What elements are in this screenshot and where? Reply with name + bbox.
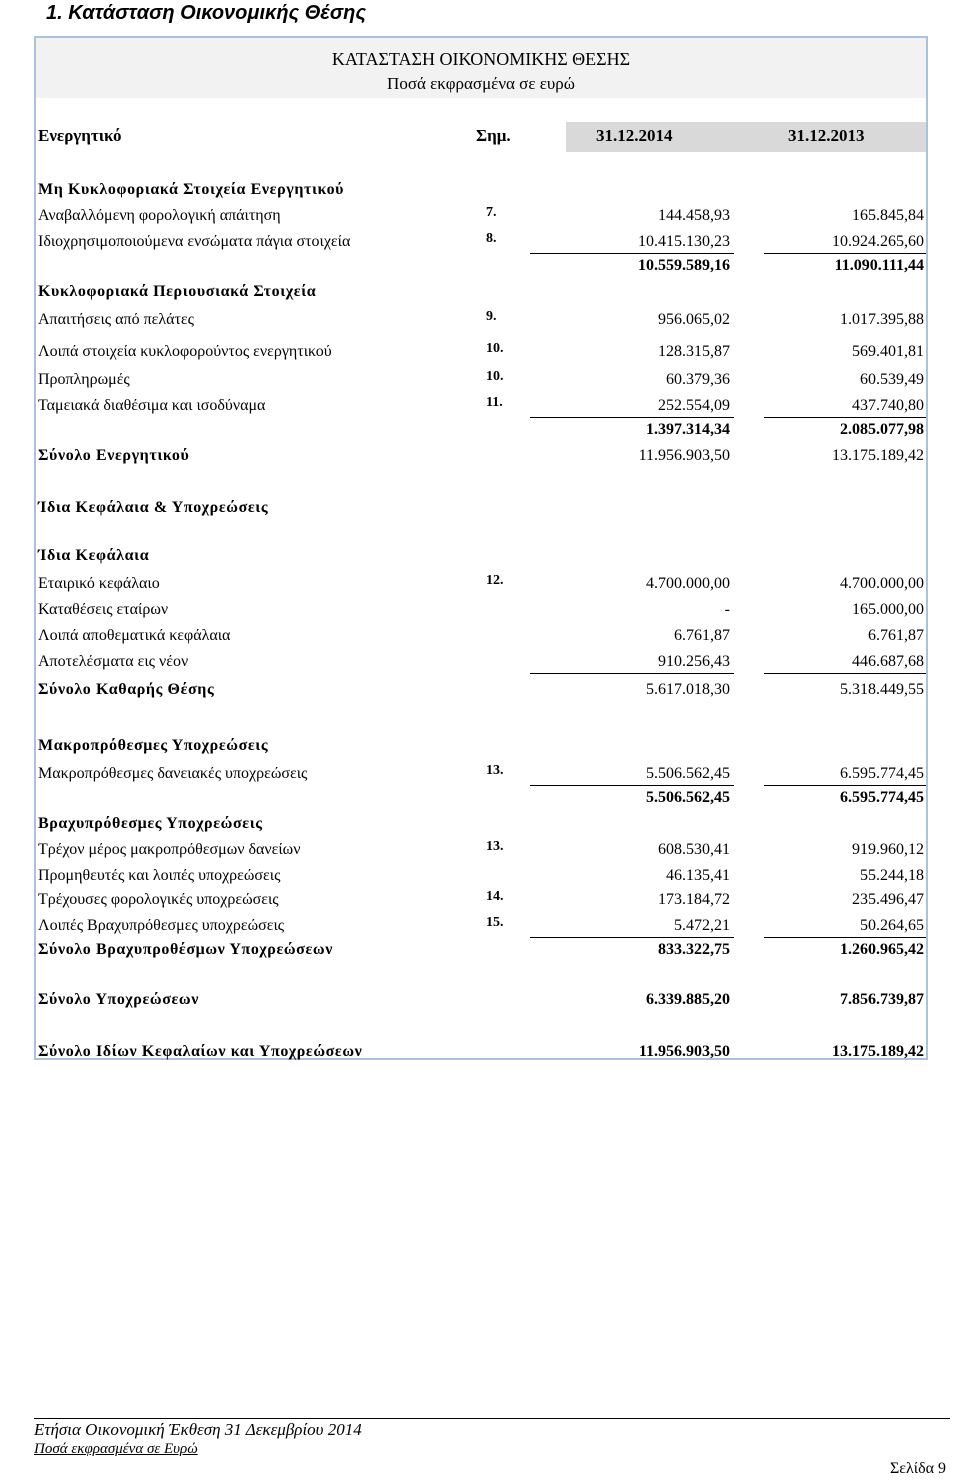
row-note: 13. [486, 839, 504, 854]
section-title: 1. Κατάσταση Οικονομικής Θέσης [46, 2, 367, 24]
row-label: Προμηθευτές και λοιπές υποχρεώσεις [38, 867, 281, 884]
row-note: 15. [486, 915, 504, 930]
row-value-2014: 60.379,36 [666, 371, 730, 388]
row-value-2014: 11.956.903,50 [638, 1043, 730, 1060]
row-value-2014: 6.761,87 [674, 627, 730, 644]
row-value-2013: 5.318.449,55 [840, 681, 924, 698]
subtotal-underline [764, 253, 926, 254]
row-value-2014: 5.472,21 [674, 917, 730, 934]
row-note: 13. [486, 763, 504, 778]
row-note: 10. [486, 369, 504, 384]
row-label: Λοιπά αποθεματικά κεφάλαια [38, 627, 231, 644]
row-value-2014: 144.458,93 [658, 207, 730, 224]
row-label: Μη Κυκλοφοριακά Στοιχεία Ενεργητικού [38, 181, 345, 198]
footer-report-title: Ετήσια Οικονομική Έκθεση 31 Δεκεμβρίου 2014 [34, 1420, 362, 1439]
row-value-2014: 11.956.903,50 [638, 447, 730, 464]
row-value-2014: 10.559.589,16 [638, 257, 730, 274]
row-value-2014: 4.700.000,00 [646, 575, 730, 592]
statement-frame [34, 36, 928, 1060]
row-value-2014: 608.530,41 [658, 841, 730, 858]
row-label: Ταμειακά διαθέσιμα και ισοδύναμα [38, 397, 266, 414]
row-label: Σύνολο Ιδίων Κεφαλαίων και Υποχρεώσεων [38, 1043, 363, 1060]
row-value-2013: 437.740,80 [852, 397, 924, 414]
subtotal-underline [764, 785, 926, 786]
column-note: Σημ. [476, 126, 511, 145]
row-value-2013: 50.264,65 [860, 917, 924, 934]
row-value-2013: 165.000,00 [852, 601, 924, 618]
row-label: Σύνολο Υποχρεώσεων [38, 991, 199, 1008]
row-value-2013: 446.687,68 [852, 653, 924, 670]
row-label: Μακροπρόθεσμες δανειακές υποχρεώσεις [38, 765, 308, 782]
row-value-2013: 4.700.000,00 [840, 575, 924, 592]
row-label: Απαιτήσεις από πελάτες [38, 311, 194, 328]
row-value-2014: 956.065,02 [658, 311, 730, 328]
row-label: Ίδια Κεφάλαια [38, 547, 150, 564]
row-label: Σύνολο Βραχυπροθέσμων Υποχρεώσεων [38, 941, 333, 958]
row-label: Σύνολο Καθαρής Θέσης [38, 681, 215, 698]
row-value-2013: 2.085.077,98 [840, 421, 924, 438]
row-note: 10. [486, 341, 504, 356]
row-value-2013: 1.260.965,42 [840, 941, 924, 958]
row-value-2014: 5.506.562,45 [646, 765, 730, 782]
row-value-2014: 833.322,75 [658, 941, 730, 958]
row-value-2013: 60.539,49 [860, 371, 924, 388]
footer-currency-note: Ποσά εκφρασμένα σε Ευρώ [34, 1441, 198, 1457]
statement-subtitle: Ποσά εκφρασμένα σε ευρώ [387, 74, 575, 93]
row-value-2013: 6.595.774,45 [840, 789, 924, 806]
row-value-2014: 6.339.885,20 [646, 991, 730, 1008]
row-value-2014: - [724, 601, 730, 618]
footer [34, 1420, 362, 1458]
subtotal-underline [764, 937, 926, 938]
footer-divider [34, 1418, 950, 1419]
row-value-2014: 910.256,43 [658, 653, 730, 670]
subtotal-underline [764, 673, 926, 674]
row-value-2014: 46.135,41 [666, 867, 730, 884]
column-year-2014: 31.12.2014 [596, 126, 673, 145]
row-label: Αναβαλλόμενη φορολογική απάιτηση [38, 207, 281, 224]
row-label: Ίδια Κεφάλαια & Υποχρεώσεις [38, 499, 269, 516]
subtotal-underline [764, 417, 926, 418]
row-value-2013: 1.017.395,88 [840, 311, 924, 328]
row-value-2013: 569.401,81 [852, 343, 924, 360]
row-note: 8. [486, 231, 497, 246]
row-note: 14. [486, 889, 504, 904]
row-label: Προπληρωμές [38, 371, 130, 388]
column-year-2013: 31.12.2013 [788, 126, 865, 145]
row-value-2013: 235.496,47 [852, 891, 924, 908]
row-value-2014: 1.397.314,34 [646, 421, 730, 438]
row-value-2013: 6.595.774,45 [840, 765, 924, 782]
row-label: Βραχυπρόθεσμες Υποχρεώσεις [38, 815, 263, 832]
row-note: 11. [486, 395, 503, 410]
row-value-2013: 13.175.189,42 [832, 447, 924, 464]
row-value-2013: 165.845,84 [852, 207, 924, 224]
row-value-2013: 7.856.739,87 [840, 991, 924, 1008]
row-label: Κυκλοφοριακά Περιουσιακά Στοιχεία [38, 283, 317, 300]
row-value-2014: 5.506.562,45 [646, 789, 730, 806]
row-value-2013: 11.090.111,44 [834, 257, 924, 274]
statement-title: ΚΑΤΑΣΤΑΣΗ ΟΙΚΟΝΟΜΙΚΗΣ ΘΕΣΗΣ [331, 49, 631, 69]
row-note: 9. [486, 309, 497, 324]
row-label: Λοιπές Βραχυπρόθεσμες υποχρεώσεις [38, 917, 285, 934]
row-value-2013: 6.761,87 [868, 627, 924, 644]
row-value-2014: 252.554,09 [658, 397, 730, 414]
row-value-2014: 5.617.018,30 [646, 681, 730, 698]
row-label: Ιδιοχρησιμοποιούμενα ενσώματα πάγια στοιχεία [38, 233, 351, 250]
subtotal-underline [530, 937, 734, 938]
row-label: Εταιρικό κεφάλαιο [38, 575, 160, 592]
row-label: Καταθέσεις εταίρων [38, 601, 169, 618]
row-value-2013: 13.175.189,42 [832, 1043, 924, 1060]
column-header [36, 122, 926, 152]
row-value-2014: 10.415.130,23 [638, 233, 730, 250]
subtotal-underline [530, 785, 734, 786]
row-label: Μακροπρόθεσμες Υποχρεώσεις [38, 737, 269, 754]
row-label: Λοιπά στοιχεία κυκλοφορούντος ενεργητικού [38, 343, 332, 360]
row-value-2013: 919.960,12 [852, 841, 924, 858]
row-value-2013: 10.924.265,60 [832, 233, 924, 250]
row-note: 7. [486, 205, 497, 220]
row-label: Τρέχουσες φορολογικές υποχρεώσεις [38, 891, 279, 908]
row-value-2014: 128.315,87 [658, 343, 730, 360]
subtotal-underline [530, 253, 734, 254]
column-label: Ενεργητικό [38, 126, 122, 145]
row-note: 12. [486, 573, 504, 588]
statement-header [36, 38, 926, 98]
row-label: Τρέχον μέρος μακροπρόθεσμων δανείων [38, 841, 301, 858]
row-label: Αποτελέσματα εις νέον [38, 653, 189, 670]
subtotal-underline [530, 417, 734, 418]
row-value-2013: 55.244,18 [860, 867, 924, 884]
row-value-2014: 173.184,72 [658, 891, 730, 908]
page-number: Σελίδα 9 [889, 1460, 946, 1477]
subtotal-underline [530, 673, 734, 674]
row-label: Σύνολο Ενεργητικού [38, 447, 190, 464]
